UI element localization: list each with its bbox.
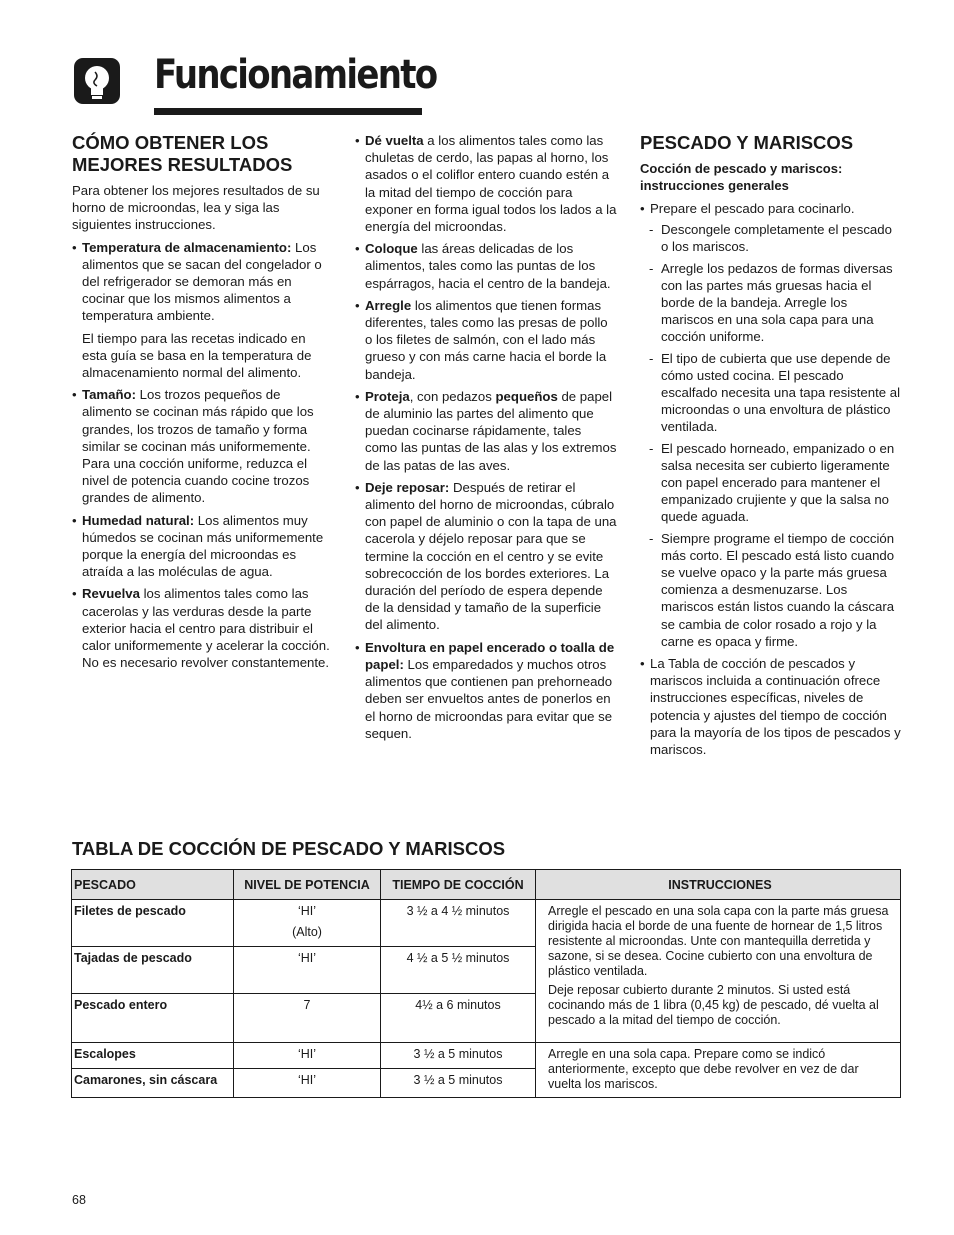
cell-power: ‘HI’ (234, 1069, 381, 1098)
dash-list (640, 221, 902, 650)
header-fish: PESCADO (72, 870, 234, 900)
header-power: NIVEL DE POTENCIA (234, 870, 381, 900)
section-heading-fish: PESCADO Y MARISCOS (640, 132, 854, 153)
title-underline (154, 108, 422, 115)
header-time: TIEMPO DE COCCIÓN (381, 870, 536, 900)
item-title: Arregle (365, 297, 412, 313)
list-item (355, 388, 617, 474)
item-text: Los alimentos que se sacan del congelador o del refrigerador se demoran más en cocinar que los mismos alimentos a temperatura ambiente. (82, 239, 322, 324)
item-title: Envoltura en papel encerado o toalla de papel: (365, 639, 615, 672)
item-text: los alimentos que tienen formas diferentes, tales como las presas de pollo o los filetes de salmón, con el lado más grueso y con más carne hacia el borde la bandeja. (365, 297, 608, 382)
cell-instructions: Arregle en una sola capa. Prepare como se indicó anteriormente, excepto que debe revolver en vez de dar vuelta los mariscos. (536, 1043, 901, 1098)
cell-instructions (536, 900, 901, 1043)
lightbulb-icon (72, 56, 122, 106)
item-text: Los alimentos muy húmedos se cocinan más uniformemente porque la energía del microondas es atraída a las moléculas de agua. (82, 512, 324, 580)
list-item (72, 239, 330, 382)
item-text: Los trozos pequeños de alimento se cocinan más rápido que los grandes, los trozos de tamaño y forma similar se cocinan más uniformemente. Para una cocción uniforme, reduzca el nivel de potencia cuando cocine trozos grandes de alimento. (82, 387, 314, 506)
cell-time: 3 ½ a 4 ½ minutos (381, 900, 536, 947)
list-item (640, 200, 902, 650)
cooking-table (71, 869, 901, 1098)
cell-time: 3 ½ a 5 minutos (381, 1069, 536, 1098)
table-title: TABLA DE COCCIÓN DE PESCADO Y MARISCOS (72, 838, 506, 859)
item-title: Humedad natural: (82, 512, 195, 528)
item-text: , con pedazos (409, 388, 496, 404)
cell-power (234, 900, 381, 947)
cell-fish: Escalopes (72, 1043, 234, 1069)
item-text: las áreas delicadas de los alimentos, tales como las puntas de los espárragos, hacia el centro de la bandeja. (365, 241, 611, 291)
list-item (72, 512, 330, 581)
item-text: Los emparedados y muchos otros alimentos que contienen pan prehorneado deben ser envueltos antes de ponerlos en el horno de microondas para evitar que se sequen. (365, 656, 613, 741)
cell-fish: Tajadas de pescado (72, 947, 234, 994)
cell-fish: Filetes de pescado (72, 900, 234, 947)
column-best-results (72, 132, 330, 676)
list-item: • La Tabla de cocción de pescados y mariscos incluida a continuación ofrece instrucciones específicas, niveles de potencia y ajustes del tiempo de cocción para la mayoría de los tipos de pescados y mariscos. (640, 655, 902, 758)
dash-item: - Siempre programe el tiempo de cocción más corto. El pescado está listo cuando se vuelve opaco y la parte más gruesa comienza a desmenuzarse. Los mariscos están listos cuando la cáscara se cambia de color rosado a rojo y la carne es opaca y firme. (640, 530, 902, 650)
item-text: Después de retirar el alimento del horno de microondas, cúbralo con papel de aluminio o con la tapa de una cacerola y déjelo reposar para que se termine la cocción en el centro y se evite sobrecocción de los bordes exteriores. La duración del período de espera depende de la densidad y tamaño de la superficie del alimento. (365, 479, 617, 633)
page-title: Funcionamiento (154, 52, 437, 98)
instructions-text: Deje reposar cubierto durante 2 minutos. Si usted está cocinando más de 1 libra (0,45 kg) de pescado, dé vuelta al pescado a la mitad del tiempo de cocción. (548, 983, 879, 1027)
item-title: Dé vuelta (365, 133, 424, 148)
cell-time: 4 ½ a 5 ½ minutos (381, 947, 536, 994)
item-text: los alimentos tales como las cacerolas y las verduras desde la parte exterior hacia el centro para distribuir el calor uniformemente y acelerar la cocción. No es necesario revolver constantemente. (82, 586, 330, 671)
cell-time: 4½ a 6 minutos (381, 994, 536, 1043)
list-item (355, 479, 617, 634)
power-value: ‘HI’ (297, 904, 317, 918)
dash-item: - Descongele completamente el pescado o los mariscos. (640, 221, 902, 255)
item-title: Proteja (365, 388, 410, 404)
table-header-row (72, 870, 901, 900)
table-row (72, 1043, 901, 1069)
item-title: Temperatura de almacenamiento: (82, 239, 292, 255)
list-item (355, 297, 617, 383)
header-instructions: INSTRUCCIONES (536, 870, 901, 900)
list-item (355, 639, 617, 742)
dash-item: - Arregle los pedazos de formas diversas con las partes más gruesas hacia el borde de la bandeja. Arregle los mariscos en una sola capa para una cocción uniforme. (640, 260, 902, 346)
subheading-general-instructions: Cocción de pescado y mariscos: instrucciones generales (640, 161, 843, 193)
item-title: Revuelva (82, 586, 140, 602)
cell-time: 3 ½ a 5 minutos (381, 1043, 536, 1069)
item-text: a los alimentos tales como las chuletas de cerdo, las papas al horno, los asados o el coliflor entero cuando estén a la mitad del tiempo de cocción para exponer en forma igual todos los lados a la energía del microondas. (365, 133, 617, 235)
techniques-list (355, 132, 617, 742)
power-note: (Alto) (292, 925, 322, 939)
cell-power: ‘HI’ (234, 947, 381, 994)
table-row (72, 900, 901, 947)
instructions-text: Arregle el pescado en una sola capa con la parte más gruesa dirigida hacia el borde de una fuente de hornear de 1,5 litros resistente al microondas. Unte con mantequilla derretida y sazone, si se desea. Cocine cubierto con una envoltura de plástico ventilada. (548, 904, 889, 978)
cell-power: ‘HI’ (234, 1043, 381, 1069)
item-emphasis: pequeños (495, 388, 558, 404)
list-item (72, 386, 330, 506)
list-item (355, 240, 617, 292)
cell-fish: Camarones, sin cáscara (72, 1069, 234, 1098)
section-heading-best-results: CÓMO OBTENER LOS MEJORES RESULTADOS (72, 132, 293, 175)
intro-paragraph: Para obtener los mejores resultados de su horno de microondas, lea y siga las siguientes instrucciones. (72, 183, 320, 233)
column-techniques (355, 132, 617, 747)
cell-fish: Pescado entero (72, 994, 234, 1043)
cell-power: 7 (234, 994, 381, 1043)
fish-list (640, 200, 902, 758)
column-fish-seafood (640, 132, 902, 763)
dash-item: - El pescado horneado, empanizado o en salsa necesita ser cubierto ligeramente con papel encerado para mantener el empanizado crujiente y que la salsa no quede aguada. (640, 440, 902, 526)
page-number: 68 (72, 1193, 86, 1207)
item-text: de papel de aluminio las partes del alimento que puedan cocinarse rápidamente, tales como las puntas de las alas y los extremos de las patas de las aves. (365, 388, 617, 473)
dash-item: - El tipo de cubierta que use depende de cómo usted cocina. El pescado escalfado necesita una tapa resistente al microondas o una envoltura de plástico ventilada. (640, 350, 902, 436)
item-extra: El tiempo para las recetas indicado en esta guía se basa en la temperatura de almacenamiento normal del alimento. (82, 330, 312, 381)
item-title: Coloque (365, 241, 418, 257)
item-title: Tamaño: (82, 387, 136, 403)
tips-list (72, 239, 330, 672)
item-text: Prepare el pescado para cocinarlo. (650, 201, 855, 216)
list-item (72, 585, 330, 671)
item-title: Deje reposar: (365, 479, 450, 495)
list-item (355, 132, 617, 235)
